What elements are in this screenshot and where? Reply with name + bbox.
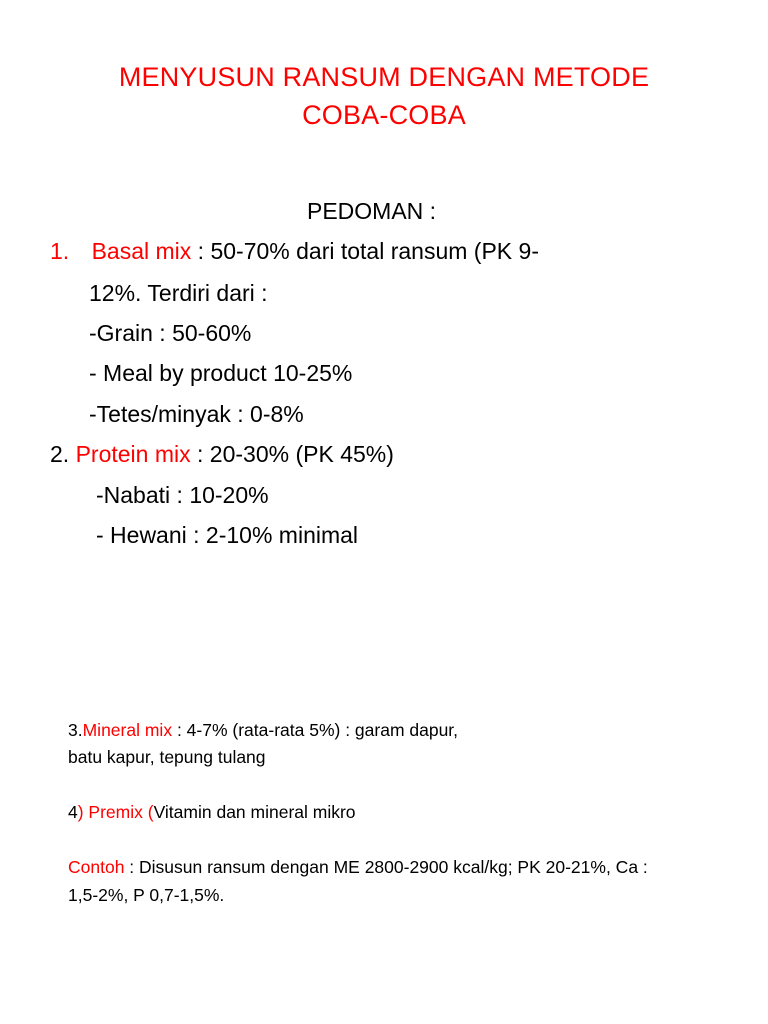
item-4-text: Vitamin dan mineral mikro xyxy=(153,802,356,822)
example-text: : Disusun ransum dengan ME 2800-2900 kcal/kg; PK 20-21%, Ca : xyxy=(124,857,648,877)
item-1-text: : 50-70% dari total ransum (PK 9- xyxy=(191,238,539,264)
item-2-line xyxy=(50,439,394,469)
item-3-label: Mineral mix xyxy=(82,720,173,740)
item-3-line-1 xyxy=(68,718,458,742)
item-4-line xyxy=(68,800,356,824)
item-1-number: 1. xyxy=(50,238,70,264)
item-1-subitem-tetes: -Tetes/minyak : 0-8% xyxy=(89,401,304,427)
item-2-label: Protein mix xyxy=(75,441,191,467)
item-4-label: ) Premix ( xyxy=(77,802,154,822)
item-4-number: 4 xyxy=(68,802,78,822)
item-2-subitem-hewani: - Hewani : 2-10% minimal xyxy=(96,522,359,548)
example-label: Contoh xyxy=(68,857,125,877)
item-2-number: 2. xyxy=(50,441,76,467)
slide-title xyxy=(0,58,768,134)
example-line-1 xyxy=(68,855,648,879)
item-1-subitem-grain: -Grain : 50-60% xyxy=(89,320,252,346)
item-3-number: 3. xyxy=(68,720,83,740)
title-line-1: MENYUSUN RANSUM DENGAN METODE xyxy=(118,62,650,92)
example-line-2: 1,5-2%, P 0,7-1,5%. xyxy=(68,885,225,905)
item-2-text: : 20-30% (PK 45%) xyxy=(190,441,394,467)
title-line-2: COBA-COBA xyxy=(302,100,466,130)
item-3-text: : 4-7% (rata-rata 5%) : garam dapur, xyxy=(172,720,459,740)
item-1-line-2: 12%. Terdiri dari : xyxy=(89,280,268,306)
item-1-line-1 xyxy=(50,236,539,266)
item-2-subitem-nabati: -Nabati : 10-20% xyxy=(96,482,269,508)
guide-heading: PEDOMAN : xyxy=(307,198,437,224)
item-3-line-2: batu kapur, tepung tulang xyxy=(68,747,266,767)
item-1-subitem-meal: - Meal by product 10-25% xyxy=(89,360,353,386)
item-1-label: Basal mix xyxy=(91,238,192,264)
